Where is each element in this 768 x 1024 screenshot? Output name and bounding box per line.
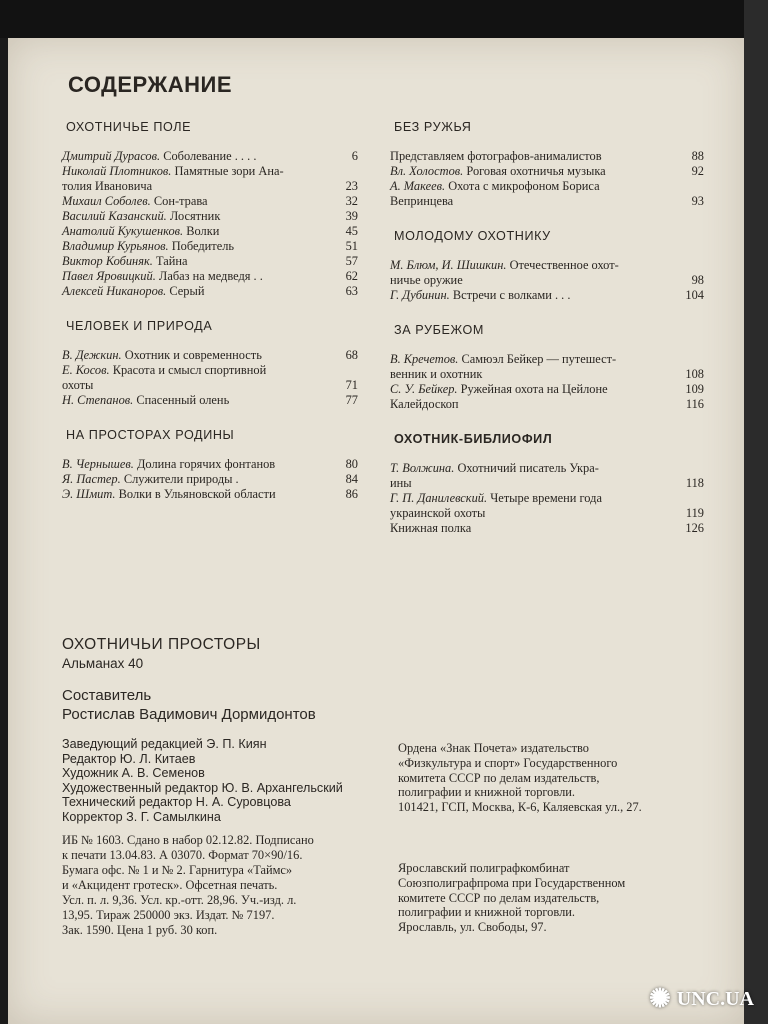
publisher-line: «Физкультура и спорт» Государственного: [398, 755, 618, 770]
toc-entry-text: [390, 273, 678, 288]
toc-entry-title: Волки в Ульяновской области: [118, 487, 276, 501]
toc-entry-author: Николай Плотников.: [62, 164, 172, 178]
toc-entry-page: 104: [685, 288, 704, 302]
toc-entry-title: Победитель: [171, 239, 235, 253]
toc-entry-page: 109: [685, 382, 704, 396]
toc-entry-text: [390, 194, 678, 209]
toc-entry: [62, 239, 358, 254]
toc-entry: [390, 367, 704, 382]
toc-entry-title: Тайна: [155, 254, 188, 268]
toc-entry-text: [390, 258, 678, 273]
toc-entry-author: Е. Косов.: [62, 363, 110, 377]
toc-entry: [390, 179, 704, 194]
staff-line: Художник А. В. Семенов: [62, 766, 205, 781]
toc-entry-title: Волки: [186, 224, 220, 238]
toc-entry: [62, 487, 358, 502]
toc-left-column: [62, 120, 358, 502]
toc-entry-page: 118: [685, 476, 704, 490]
publication-line: Бумага офс. № 1 и № 2. Гарнитура «Таймс»: [62, 863, 293, 877]
section-gap: [62, 408, 358, 428]
toc-entry-text: [390, 352, 678, 367]
toc-entry-title: толия Ивановича: [62, 179, 153, 193]
toc-entry-title: Ружейная охота на Цейлоне: [460, 382, 608, 396]
printer-line: Союзполиграфпрома при Государственном: [398, 875, 626, 890]
toc-entry-text: [62, 269, 332, 284]
toc-entry: [390, 352, 704, 367]
toc-entry: [390, 149, 704, 164]
toc-entry-text: [62, 179, 332, 194]
toc-entry-author: Г. П. Данилевский.: [390, 491, 488, 505]
staff-line: Заведующий редакцией Э. П. Киян: [62, 737, 267, 751]
toc-entry: [62, 269, 358, 284]
toc-entry-text: [62, 224, 332, 239]
toc-entry: [390, 461, 704, 476]
toc-entry-page: 71: [345, 378, 358, 392]
toc-entry-text: [390, 491, 678, 506]
watermark: [649, 986, 754, 1012]
toc-entry-title: Долина горячих фонтанов: [136, 457, 276, 471]
toc-entry: [390, 476, 704, 491]
toc-entry-title: охоты: [62, 378, 94, 392]
toc-entry: [62, 393, 358, 408]
toc-entry-title: украинской охоты: [390, 506, 486, 520]
toc-entry-title: Лосятник: [169, 209, 221, 223]
toc-entry-title: Самюэл Бейкер — путешест-: [461, 352, 617, 366]
toc-entry-text: [62, 487, 332, 502]
compiler-label: Составитель: [62, 687, 152, 704]
toc-entry-text: [62, 457, 332, 472]
publication-line: и «Акцидент гротеск». Офсетная печать.: [62, 878, 278, 892]
toc-entry-author: Дмитрий Дурасов.: [62, 149, 161, 163]
toc-section-heading: НА ПРОСТОРАХ РОДИНЫ: [66, 428, 235, 442]
toc-entry-text: [62, 363, 332, 378]
toc-entry-page: 93: [691, 194, 704, 208]
toc-entry-text: [62, 393, 332, 408]
publication-line: Зак. 1590. Цена 1 руб. 30 коп.: [62, 923, 218, 937]
toc-entry-text: [62, 472, 332, 487]
background-top: [0, 0, 768, 38]
toc-entry-author: Э. Шмит.: [62, 487, 116, 501]
toc-entry-text: [390, 288, 678, 303]
toc-entry-title: Памятные зори Ана-: [174, 164, 284, 178]
toc-entry-author: Виктор Кобиняк.: [62, 254, 153, 268]
background-right: [744, 0, 768, 1024]
toc-entry-title: Встречи с волками . . .: [452, 288, 571, 302]
publisher-block: [398, 741, 642, 815]
toc-entry: [62, 254, 358, 269]
toc-entry-title: Лабаз на медведя . .: [158, 269, 263, 283]
toc-entry-page: 6: [351, 149, 358, 163]
toc-entry-author: Г. Дубинин.: [390, 288, 450, 302]
publication-line: к печати 13.04.83. А 03070. Формат 70×90/16.: [62, 848, 303, 862]
toc-entry-page: 32: [345, 194, 358, 208]
toc-entry-title: Спасенный олень: [136, 393, 230, 407]
toc-entry-text: [390, 506, 678, 521]
toc-entry-page: 119: [685, 506, 704, 520]
toc-entry-page: 68: [345, 348, 358, 362]
toc-entry-page: 45: [345, 224, 358, 238]
sunburst-icon: ✺: [648, 984, 671, 1013]
toc-entry-author: Михаил Соболев.: [62, 194, 151, 208]
publication-line: ИБ № 1603. Сдано в набор 02.12.82. Подписано: [62, 833, 314, 847]
toc-entry-page: 92: [691, 164, 704, 178]
publisher-line: Ордена «Знак Почета» издательство: [398, 741, 589, 755]
printer-line: Ярославский полиграфкомбинат: [398, 861, 570, 875]
toc-entry-author: Анатолий Кукушенков.: [62, 224, 184, 238]
toc-entry-page: 39: [345, 209, 358, 223]
toc-entry-title: Охота с микрофоном Бориса: [448, 179, 600, 193]
toc-entry-page: 51: [345, 239, 358, 253]
toc-entry-text: [390, 521, 678, 536]
toc-entry-text: [62, 239, 332, 254]
toc-entry: [390, 164, 704, 179]
toc-entry-page: 77: [345, 393, 358, 407]
toc-entry-text: [390, 149, 678, 164]
toc-entry-page: 63: [345, 284, 358, 298]
toc-entry: [390, 491, 704, 506]
toc-entry-title: ничье оружие: [390, 273, 463, 287]
toc-entry-page: 23: [345, 179, 358, 193]
toc-entry-title: Калейдоскоп: [390, 397, 459, 411]
toc-entry-text: [390, 382, 678, 397]
toc-entry-title: Роговая охотничья музыка: [466, 164, 606, 178]
toc-entry: [62, 209, 358, 224]
toc-section-heading: ЧЕЛОВЕК И ПРИРОДА: [66, 319, 213, 333]
toc-entry-page: 86: [345, 487, 358, 501]
toc-entry-author: Я. Пастер.: [62, 472, 121, 486]
publisher-line: комитета СССР по делам издательств,: [398, 770, 600, 785]
toc-entry-author: Алексей Никаноров.: [62, 284, 167, 298]
publication-details: [62, 833, 314, 938]
toc-entry: [62, 149, 358, 164]
toc-entry-author: Павел Яровицкий.: [62, 269, 156, 283]
toc-entry: [62, 348, 358, 363]
toc-entry: [390, 273, 704, 288]
toc-section-heading: ОХОТНИК-БИБЛИОФИЛ: [394, 432, 553, 446]
toc-entry-page: 98: [691, 273, 704, 287]
toc-entry-author: В. Дежкин.: [62, 348, 122, 362]
staff-list: [62, 737, 343, 825]
publication-line: Усл. п. л. 9,36. Усл. кр.-отт. 28,96. Уч.-изд. л.: [62, 893, 297, 907]
toc-entry-text: [62, 284, 332, 299]
toc-section-heading: ЗА РУБЕЖОМ: [394, 323, 484, 337]
toc-entry: [62, 363, 358, 378]
printer-block: [398, 861, 625, 935]
toc-section-heading: БЕЗ РУЖЬЯ: [394, 120, 472, 134]
toc-entry-title: венник и охотник: [390, 367, 483, 381]
section-gap: [390, 412, 704, 432]
toc-entry: [62, 472, 358, 487]
toc-entry-text: [62, 378, 332, 393]
publisher-line: полиграфии и книжной торговли.: [398, 785, 575, 800]
staff-line: Редактор Ю. Л. Китаев: [62, 751, 196, 766]
toc-entry-page: 126: [685, 521, 704, 535]
series-title: ОХОТНИЧЬИ ПРОСТОРЫ: [62, 636, 261, 653]
toc-section-heading: МОЛОДОМУ ОХОТНИКУ: [394, 229, 551, 243]
toc-entry-title: Охотничий писатель Укра-: [457, 461, 599, 475]
staff-line: Художественный редактор Ю. В. Архангельский: [62, 780, 343, 795]
toc-entry-page: 80: [345, 457, 358, 471]
toc-entry-author: Вл. Холостов.: [390, 164, 464, 178]
toc-entry-page: 116: [685, 397, 704, 411]
toc-entry: [62, 457, 358, 472]
staff-line: Корректор З. Г. Самылкина: [62, 809, 221, 824]
staff-line: Технический редактор Н. А. Суровцова: [62, 795, 291, 810]
toc-entry-title: Книжная полка: [390, 521, 472, 535]
compiler-name: Ростислав Вадимович Дормидонтов: [62, 706, 316, 723]
publication-line: 13,95. Тираж 250000 экз. Издат. № 7197.: [62, 908, 275, 922]
toc-entry-page: 84: [345, 472, 358, 486]
toc-entry-author: Василий Казанский.: [62, 209, 167, 223]
toc-entry-title: Сон-трава: [153, 194, 208, 208]
toc-entry: [62, 224, 358, 239]
toc-entry-text: [390, 367, 678, 382]
toc-entry-text: [62, 164, 332, 179]
toc-section-heading: ОХОТНИЧЬЕ ПОЛЕ: [66, 120, 192, 134]
toc-entry-page: 57: [345, 254, 358, 268]
toc-entry-author: Т. Волжина.: [390, 461, 455, 475]
toc-entry: [62, 284, 358, 299]
toc-entry: [62, 378, 358, 393]
printer-line: Ярославль, ул. Свободы, 97.: [398, 920, 547, 935]
toc-entry: [390, 288, 704, 303]
toc-entry-title: Охотник и современность: [124, 348, 262, 362]
publisher-line: 101421, ГСП, Москва, К-6, Каляевская ул., 27.: [398, 800, 642, 815]
toc-entry-text: [390, 397, 678, 412]
toc-entry-page: 108: [685, 367, 704, 381]
toc-entry-title: Вепринцева: [390, 194, 454, 208]
toc-entry-text: [390, 461, 678, 476]
toc-entry-text: [62, 254, 332, 269]
toc-entry-text: [390, 164, 678, 179]
toc-entry-title: Красота и смысл спортивной: [112, 363, 267, 377]
watermark-text: UNC.UA: [676, 987, 754, 1010]
toc-entry-text: [62, 149, 332, 164]
toc-entry: [390, 258, 704, 273]
toc-entry-title: Соболевание . . . .: [163, 149, 257, 163]
toc-entry-text: [62, 209, 332, 224]
toc-entry-text: [62, 194, 332, 209]
toc-right-column: [390, 120, 704, 536]
compiler-block: [62, 686, 316, 724]
toc-entry: [62, 194, 358, 209]
toc-entry: [390, 194, 704, 209]
toc-entry-author: С. У. Бейкер.: [390, 382, 458, 396]
section-gap: [62, 299, 358, 319]
section-gap: [390, 209, 704, 229]
toc-entry-title: Отечественное охот-: [509, 258, 619, 272]
section-gap: [390, 303, 704, 323]
toc-entry-author: Н. Степанов.: [62, 393, 134, 407]
toc-entry-title: Служители природы .: [123, 472, 239, 486]
toc-entry-author: М. Блюм, И. Шишкин.: [390, 258, 507, 272]
toc-entry-title: Представляем фотографов-анималистов: [390, 149, 602, 163]
toc-entry: [62, 164, 358, 179]
toc-entry-author: Владимир Курьянов.: [62, 239, 169, 253]
toc-entry-title: Четыре времени года: [490, 491, 602, 505]
toc-entry: [62, 179, 358, 194]
toc-entry-author: В. Кречетов.: [390, 352, 459, 366]
toc-entry-title: Серый: [169, 284, 205, 298]
printer-line: комитете СССР по делам издательств,: [398, 890, 600, 905]
toc-entry: [390, 382, 704, 397]
toc-entry: [390, 397, 704, 412]
toc-entry-author: А. Макеев.: [390, 179, 446, 193]
toc-entry-page: 88: [691, 149, 704, 163]
almanac-number: Альманах 40: [62, 656, 144, 671]
toc-entry-author: В. Чернышев.: [62, 457, 134, 471]
toc-entry-text: [62, 348, 332, 363]
printer-line: полиграфии и книжной торговли.: [398, 905, 575, 920]
toc-entry-text: [390, 179, 678, 194]
toc-entry: [390, 521, 704, 536]
page-title: СОДЕРЖАНИЕ: [68, 72, 233, 97]
toc-entry-title: ины: [390, 476, 412, 490]
toc-entry-page: 62: [345, 269, 358, 283]
toc-entry: [390, 506, 704, 521]
toc-entry-text: [390, 476, 678, 491]
